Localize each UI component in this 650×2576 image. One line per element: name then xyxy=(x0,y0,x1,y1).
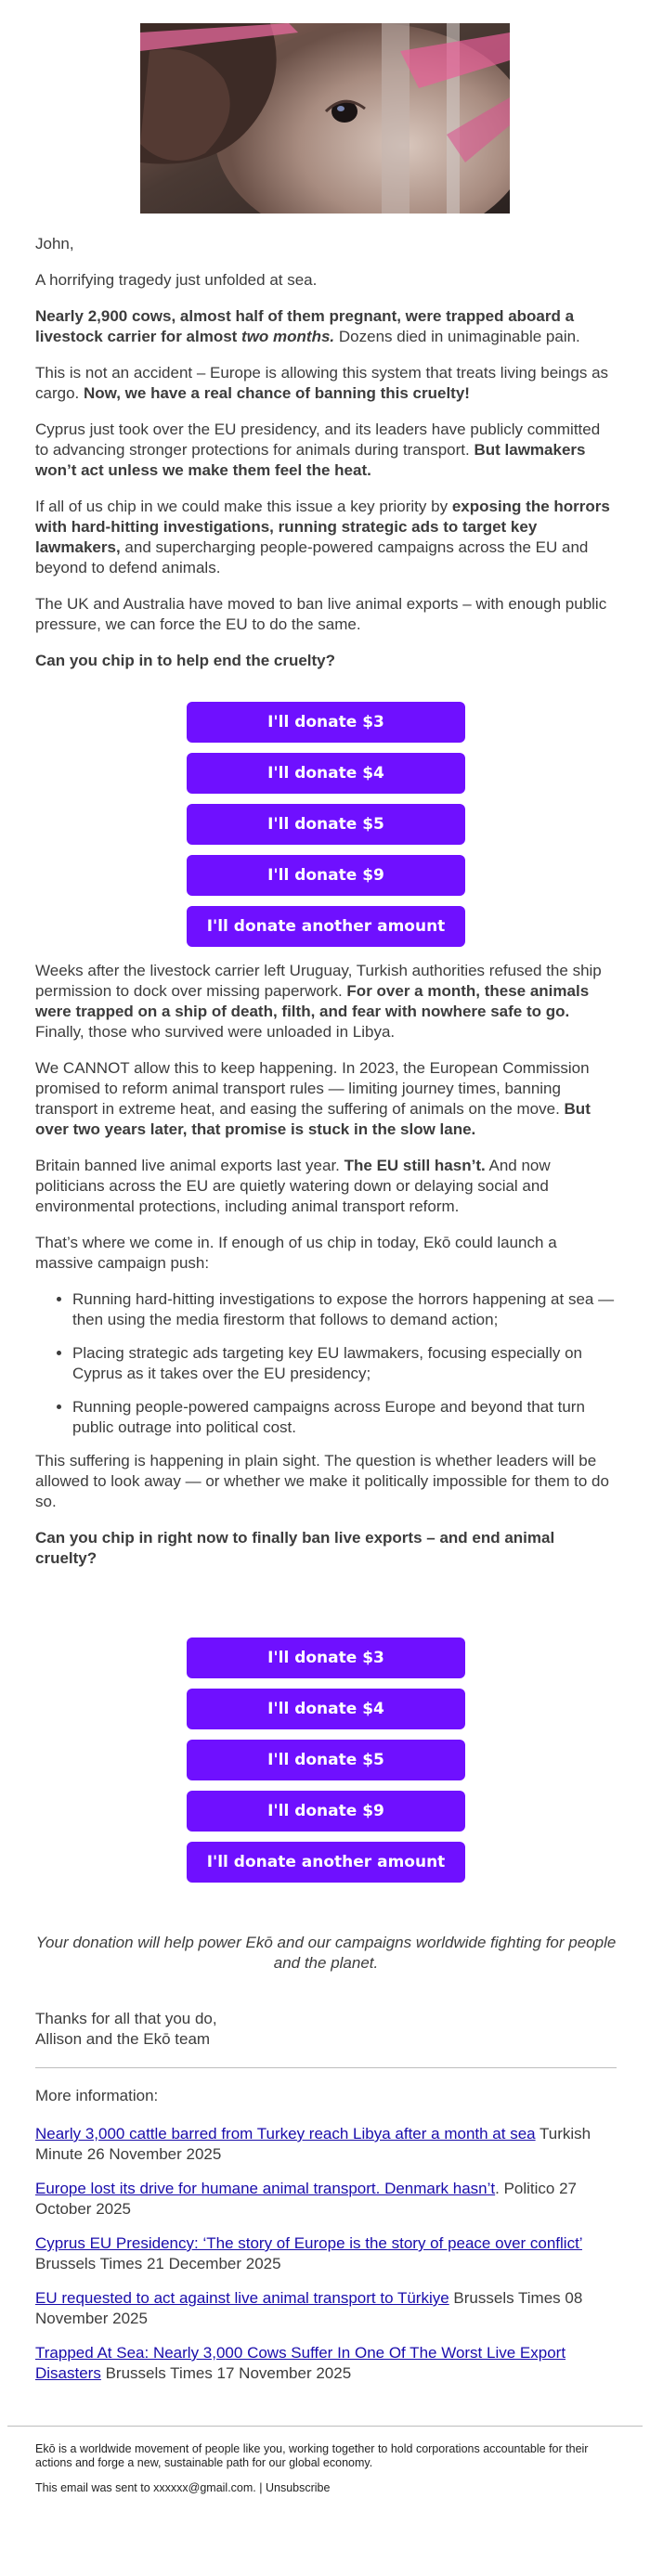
donate-other-amount-button[interactable]: I'll donate another amount xyxy=(187,906,465,947)
paragraph-britain: Britain banned live animal exports last year. The EU still hasn’t. And now politicians across the EU are quietly watering down or delaying social and environmental protections, including animal transport reform. xyxy=(35,1157,551,1215)
unsubscribe-link[interactable]: Unsubscribe xyxy=(265,2481,331,2494)
donate-4-button[interactable]: I'll donate $4 xyxy=(187,1689,465,1729)
source-link[interactable]: Cyprus EU Presidency: ‘The story of Europe is the story of peace over conflict’ xyxy=(35,2234,582,2252)
donate-buttons-2 xyxy=(35,1638,617,1893)
content-block-1 xyxy=(35,234,617,687)
donation-note: Your donation will help power Ekō and our campaigns worldwide fighting for people and the planet. xyxy=(35,1934,617,1972)
source-item: Trapped At Sea: Nearly 3,000 Cows Suffer In One Of The Worst Live Export Disasters Brussels Times 17 November 2025 xyxy=(35,2344,566,2382)
donate-5-button[interactable]: I'll donate $5 xyxy=(187,804,465,845)
footer-divider xyxy=(7,2426,643,2427)
donate-4-button[interactable]: I'll donate $4 xyxy=(187,753,465,794)
source-item: Nearly 3,000 cattle barred from Turkey reach Libya after a month at sea Turkish Minute 26 November 2025 xyxy=(35,2125,592,2163)
list-item: • Running people-powered campaigns across Europe and beyond that turn public outrage into political cost. xyxy=(72,1397,617,1438)
paragraph-trapped-cows: Nearly 2,900 cows, almost half of them pregnant, were trapped aboard a livestock carrier for almost two months. Dozens died in unimaginable pain. xyxy=(35,307,580,345)
signoff-line-2: Allison and the Ekō team xyxy=(35,2030,211,2048)
recipient-email: xxxxxx@gmail.com xyxy=(153,2481,254,2494)
donation-ask-1: Can you chip in to help end the cruelty? xyxy=(35,652,336,669)
content-block-2 xyxy=(35,961,617,1585)
more-information-section xyxy=(35,2086,617,2398)
list-item: • Placing strategic ads targeting key EU lawmakers, focusing especially on Cyprus as it takes over the EU presidency; xyxy=(72,1343,617,1384)
donate-9-button[interactable]: I'll donate $9 xyxy=(187,1791,465,1832)
paragraph-cannot-allow: We CANNOT allow this to keep happening. In 2023, the European Commission promised to reform animal transport rules — limiting journey times, banning transport in extreme heat, and easing the suffering of animals on the move. But over two years later, that promise is stuck in the slow lane. xyxy=(35,1059,591,1138)
signoff xyxy=(35,2009,617,2050)
paragraph-chip-in-plan: If all of us chip in we could make this issue a key priority by exposing the horrors with hard-hitting investigations, running strategic ads to target key lawmakers, and supercharging people-powered campaigns across the EU and beyond to defend animals. xyxy=(35,498,610,576)
signoff-line-1: Thanks for all that you do, xyxy=(35,2010,217,2027)
donate-9-button[interactable]: I'll donate $9 xyxy=(187,855,465,896)
donate-buttons-1 xyxy=(35,702,617,957)
paragraph-uk-australia: The UK and Australia have moved to ban live animal exports – with enough public pressure, we can force the EU to do the same. xyxy=(35,595,607,633)
paragraph-plain-sight: This suffering is happening in plain sight. The question is whether leaders will be allowed to look away — or whether we make it politically impossible for them to do so. xyxy=(35,1452,609,1510)
source-link[interactable]: Nearly 3,000 cattle barred from Turkey reach Libya after a month at sea xyxy=(35,2125,536,2142)
more-info-heading: More information: xyxy=(35,2087,159,2104)
footer-sent-line: This email was sent to xxxxxx@gmail.com. | Unsubscribe xyxy=(35,2481,331,2494)
donate-5-button[interactable]: I'll donate $5 xyxy=(187,1740,465,1780)
source-link[interactable]: Europe lost its drive for humane animal transport. Denmark hasn’t xyxy=(35,2180,496,2197)
donate-3-button[interactable]: I'll donate $3 xyxy=(187,702,465,743)
greeting: John, xyxy=(35,235,74,252)
divider xyxy=(35,2067,617,2068)
source-item: Cyprus EU Presidency: ‘The story of Europe is the story of peace over conflict’ Brussels Times 21 December 2025 xyxy=(35,2234,582,2272)
donate-3-button[interactable]: I'll donate $3 xyxy=(187,1638,465,1678)
intro-paragraph: A horrifying tragedy just unfolded at sea. xyxy=(35,271,318,289)
paragraph-not-accident: This is not an accident – Europe is allowing this system that treats living beings as cargo. Now, we have a real chance of banning this cruelty! xyxy=(35,364,609,402)
footer xyxy=(35,2442,617,2506)
donation-ask-2: Can you chip in right now to finally ban live exports – and end animal cruelty? xyxy=(35,1529,555,1567)
hero-image xyxy=(140,23,510,214)
source-link[interactable]: Trapped At Sea: Nearly 3,000 Cows Suffer In One Of The Worst Live Export Disasters xyxy=(35,2344,566,2382)
paragraph-cyprus: Cyprus just took over the EU presidency, and its leaders have publicly committed to advancing stronger protections for animals during transport. But lawmakers won’t act unless we make them feel the heat. xyxy=(35,421,601,479)
footer-about: Ekō is a worldwide movement of people like you, working together to hold corporations accountable for their actions and forge a new, sustainable path for our global economy. xyxy=(35,2442,589,2469)
paragraph-campaign-push: That’s where we come in. If enough of us chip in today, Ekō could launch a massive campaign push: xyxy=(35,1234,557,1272)
paragraph-uruguay: Weeks after the livestock carrier left Uruguay, Turkish authorities refused the ship permission to dock over missing paperwork. For over a month, these animals were trapped on a ship of death, filth, and fear with nowhere safe to go. Finally, those who survived were unloaded in Libya. xyxy=(35,962,602,1041)
source-link[interactable]: EU requested to act against live animal transport to Türkiye xyxy=(35,2289,449,2307)
donate-other-amount-button[interactable]: I'll donate another amount xyxy=(187,1842,465,1883)
campaign-bullet-list xyxy=(35,1289,617,1438)
source-item: Europe lost its drive for humane animal transport. Denmark hasn’t. Politico 27 October 2025 xyxy=(35,2180,578,2218)
source-item: EU requested to act against live animal transport to Türkiye Brussels Times 08 November 2025 xyxy=(35,2289,583,2327)
list-item: • Running hard-hitting investigations to expose the horrors happening at sea — then using the media firestorm that follows to demand action; xyxy=(72,1289,617,1330)
